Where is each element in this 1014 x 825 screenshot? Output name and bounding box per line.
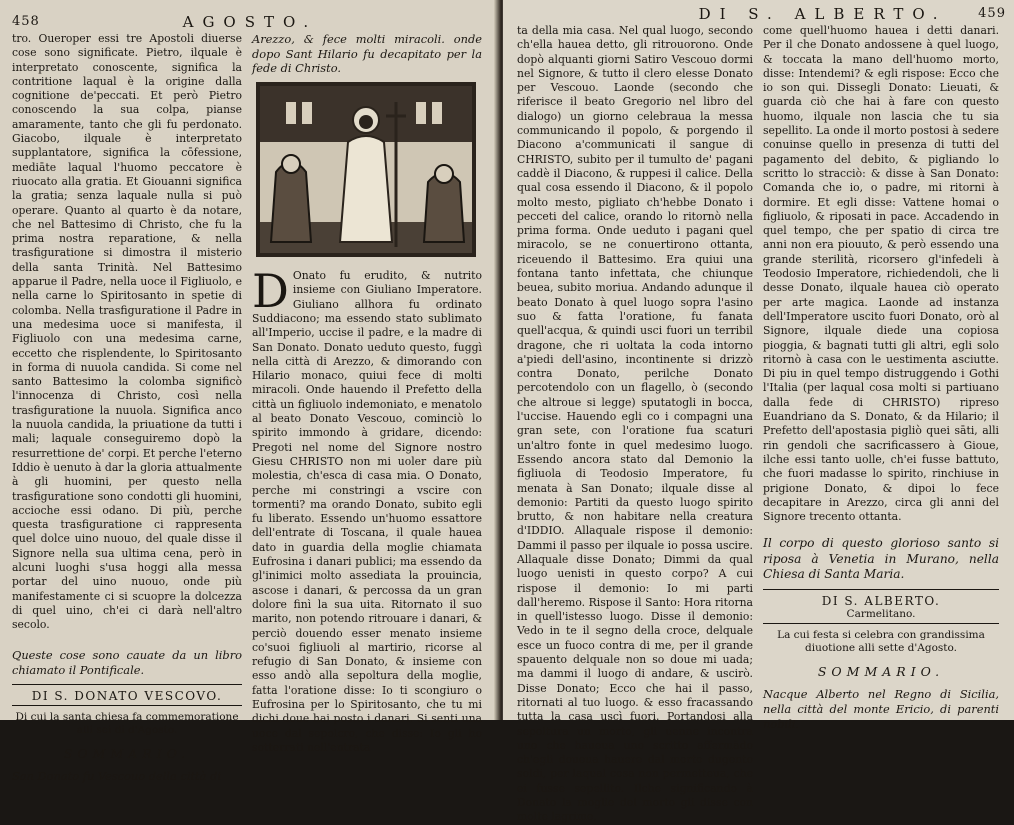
rule — [763, 589, 999, 590]
right-col1-text: ta della mia casa. Nel qual luogo, secondo ch'ella hauea detto, gli ritrouorono. Onde dopò alquanti giorni Satiro Vescouo dormi nel Signore, & tutto il clero elesse Donato per Vescouo. Laonde (secondo che riferisce il beato Gregorio nel libro del dialogo) un giorno celebraua la messa communicando il popolo, & porgendo il Diacono a'communicati il sangue di CHRISTO, subito per il tumulto de' pagani caddè il Diacono, & ruppesi il calice. Della qual cosa essendo il Diacono, & il popolo molto mesto, pigliato ch'hebbe Donato i pecceti del calice, orando lo ritornò nella prima forma. Onde ueduto i pagani quel miracolo, se ne conuertirono ottanta, riceuendo il Battesimo. Era quiui una fontana tanto infettata, che chiunque beuea, subito moriua. Andando adunque il beato Donato à quel luogo sopra l'asino suo & fatta l'oratione, fu fanata quell'acqua, & quindi usci fuori un terribil dragone, che ri uoltata la coda intorno a'piedi dell'asino, incontinente si drizzò contra Donato, perilche Donato percotendolo con un flagello, ò (secondo che altroue si legge) sputatogli in bocca, l'uccise. Hauendo egli co i compagni una gran sete, con l'oratione fua scaturi un'altro fonte in quel medesimo luogo. Essendo ancora stato dal Demonio la figliuola di Teodosio Imperatore, fu menata à San Donato; ilquale disse al demonio: Partiti da questo luogo spirito brutto, & non habitare nella creatura d'IDDIO. Allaquale rispose il demonio: Dammi il passo per ilquale io possa uscire. Allaquale disse Donato; Dimmi da qual luogo uenisti in questo corpo? A cui rispose il demonio: Io mi parti dall'heremo. Rispose il Santo: Hora ritorna in quell'istesso luogo. Disse il demonio: Vedo in te il segno della croce, delquale esce un fuoco contra di me, per il grande spauento delquale non so doue mi uada; ma dammi il luogo di andare, & uscirò. Disse Donato; Ecco che hai il passo, ritornati al tuo luogo. & esso fracassando tutta la casa uscì fuori. Portandosi alla sepoltura un morto, gli uenne incontra uno che haueua uno scritto affermādo ch'egli doueua hauere dal morto dugento soldi, per laqual cosa non permetteua, che ei fusse sepellito. Ilche significando à Donato la moglie del morto gli disse con molte lagrime, — [517, 24, 753, 824]
donato-sommario-heading: SOMMARIO. — [63, 745, 191, 761]
drop-cap: D — [252, 264, 289, 319]
left-page-number: 458 — [12, 14, 40, 29]
donato-section-sub: Di cui la santa chiesa fa commemoratione alli sei di d'Agosto. — [15, 710, 239, 736]
alberto-section-sub2: La cui festa si celebra con grandissima diuotione alli sette d'Agosto. — [777, 629, 985, 655]
left-column-2 — [252, 32, 482, 784]
burial-note: Il corpo di questo glorioso santo si riposa à Venetia in Murano, nella Chiesa di Santa Maria. — [763, 536, 999, 582]
rule — [763, 623, 999, 624]
left-head-title: AGOSTO. — [182, 13, 318, 31]
donato-section-title: DI S. DONATO VESCOVO. — [31, 688, 223, 703]
woodcut-illustration — [256, 82, 476, 257]
left-col2-body: Onato fu erudito, & nutrito insieme con Giuliano Imperatore. Giuliano allhora fu ordinato Suddiacono; ma essendo stato sublimato all'Imperio, uccise il padre, e la madre di San Donato. Donato ueduto questo, fuggì nella città di Arezzo, & dimorando con Hilario monaco, quiui fece di molti miracoli. Onde hauendo il Prefetto della città un figliuolo indemoniato, e menatolo al beato Donato Vescouo, cominciò lo spirito immondo à gridare, dicendo: Pregoti nel nome del Signore nostro Giesu CHRISTO non mi uoler dare più molestia, ch'esca di casa mia. O Donato, perche mi constringi a vscire con tormenti? ma orando Donato, subito egli fu liberato. Essendo un'huomo essattore dell'entrate di Toscana, il quale hauea dato in guardia della moglie chiamata Eufrosina i danari publici; ma essendo da gl'inimici molto assediata la prouincia, ascose i danari, & percossa da un gran dolore finì la sua uita. Ritornato il suo marito, non potendo ritrouare i danari, & perciò douendo esser menato insieme co'suoi figliuoli al martirio, ricorse al refugio di San Donato, & insieme con esso andò alla sepoltura della moglie, fatta l'oratione disse: Io ti scongiuro o Eufrosina per lo Spiritosanto, che tu mi dichi doue hai posto i danari. Si senti una uoce dal sepolcro, che disse: Io gli ho sotterrati nell'entrata — [252, 269, 482, 754]
alberto-sommario-heading: SOMMARIO. — [817, 664, 945, 680]
left-running-head — [12, 14, 490, 32]
left-col1-text: tro. Oueroper essi tre Apostoli diuerse cose sono significate. Pietro, ilquale è interpretato conoscente, significa la contritione laqual è la origine dalla cognitione de'peccati. Et però Pietro conoscendo la sua colpa, pianse amaramente, tanto che gli fu perdonato. Giacobo, ilquale è interpretato supplantatore, significa la cōfessione, mediāte laqual l'huomo peccatore è riuocato alla gratia. Et Giouanni significa la gratia; senza laquale nulla si può operare. Quanto al quarto è da notare, che nel Battesimo di Christo, che fu la prima nostra reparatione, & nella trasfiguratione si dimostra il misterio della santa Trinità. Nel Battesimo apparue il Padre, nella uoce il Figliuolo, e nella carne lo Spiritosanto in spetie di colomba. Nella trasfiguratione il Padre in una medesima uoce si manifesta, il Figliuolo con una medesima carne, eccetto che risplendente, lo Spiritosanto in forma di nuuola candida. Si come nel santo Battesimo la colomba significò l'innocenza di Christo, così nella trasfiguratione la nuuola. Significa anco la nuuola candida, la priuatione da tutti i mali; laquale conseguiremo dopò la resurrettione de' corpi. Et perche l'eterno Iddio è uenuto à dar la gloria attualmente à gli huomini, per questo nella trasfiguratione sono condotti gli huomini, accioche essi odano. Di più, perche questa trasfiguratione ci rappresenta quel dolce uino nuouo, del quale disse il Signore nella sua ultima cena, però in alcuni luoghi s'usa hoggi alla messa portar del uino nuouo, onde più manifestamente ci si scuopre la dolcezza di quel uino, ch'ei ci darà nell'altro secolo. — [12, 32, 242, 632]
left-page — [0, 0, 500, 784]
alberto-sommario-text: Nacque Alberto nel Regno di Sicilia, nella città del monte Ericio, di parenti nobili. — [763, 687, 999, 731]
right-page — [503, 0, 1014, 824]
rule — [12, 684, 242, 685]
alberto-section-title: DI S. ALBERTO. — [821, 593, 941, 608]
alberto-section-sub1: Carmelitano. — [846, 608, 916, 621]
left-column-1 — [12, 32, 242, 784]
donato-sommario-text: San Donato fu Vescouo della città di — [12, 769, 221, 784]
right-column-2 — [763, 24, 999, 825]
right-running-head — [517, 6, 1006, 24]
right-column-1 — [517, 24, 753, 825]
pontificale-note: Queste cose sono cauate da un libro chiamato il Pontificale. — [12, 648, 242, 678]
left-col2-intro: Arezzo, & fece molti miracoli. onde dopo Sant Hilario fu decapitato per la fede di Christo. — [252, 32, 482, 76]
rule — [12, 705, 242, 706]
right-col2-text: come quell'huomo hauea i detti danari. Per il che Donato andossene à quel luogo, & toccata la mano dell'huomo morto, disse: Intendemi? & egli rispose: Ecco che io son qui. Dissegli Donato: Lieuati, & guarda ciò che hai à fare con questo huomo, ilquale non lascia che tu sia sepellito. La onde il morto postosi à sedere conuinse quello in presenza di tutti del pagamento del debito, & pigliando lo scritto lo stracciò: & disse à San Donato: Comanda che io, o padre, mi ritorni à dormire. Et egli disse: Vattene homai o figliuolo, & riposati in pace. Accadendo in quel tempo, che per spatio di circa tre anni non era piouuto, & però essendo una grande sterilità, ricorsero gl'infedeli à Teodosio Imperatore, richiedendoli, che li desse Donato, ilquale hauea ciò operato per arte magica. Laonde ad instanza dell'Imperatore uscito fuori Donato, orò al Signore, ilquale diede una copiosa pioggia, & bagnati tutti gli altri, egli solo ritornò à casa con le uestimenta asciutte. Di piu in quel tempo distruggendo i Gothi l'Italia (per laqual cosa molti si partiuano dalla fede di CHRISTO) ripreso Euandriano da S. Donato, & da Hilario; il Prefetto dell'apostasia pigliò quei sāti, alli rin gendoli che sacrificassero à Gioue, ilche essi tanto uolle, ch'ei fusse battuto, che fuori madasse lo spirito, rinchiuse in prigione Donato, & dipoi lo fece decapitare in Arezzo, circa gli anni del Signore trecento ottanta. — [763, 24, 999, 524]
right-head-title: DI S. ALBERTO. — [698, 5, 947, 23]
right-page-number: 459 — [978, 6, 1006, 21]
